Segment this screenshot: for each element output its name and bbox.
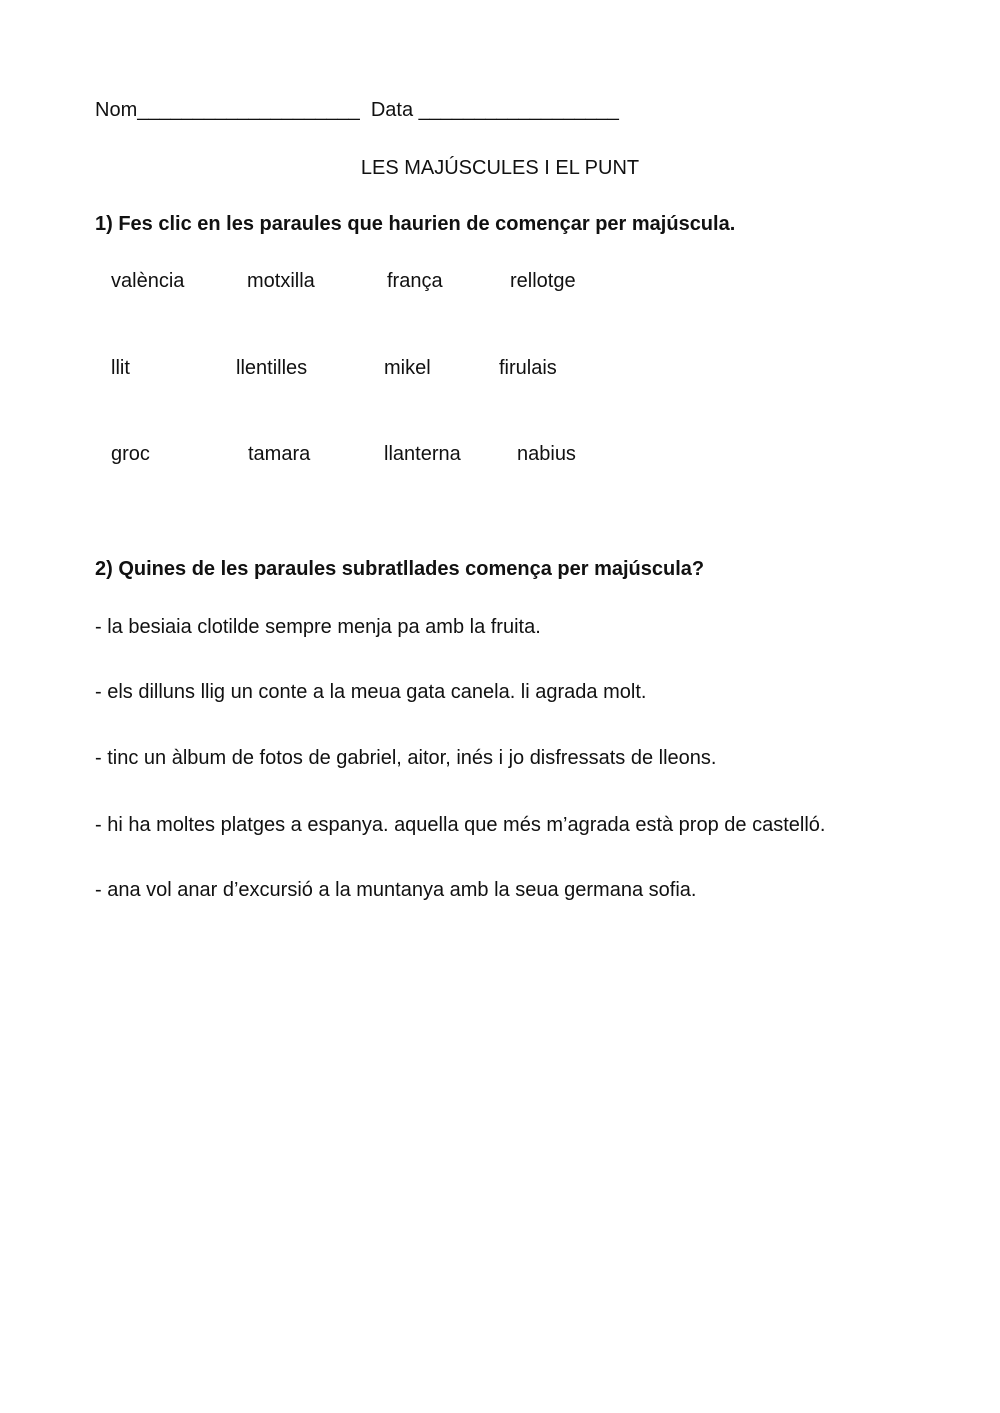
word-option[interactable]: mikel [384, 357, 431, 379]
word-option[interactable]: llentilles [236, 357, 308, 379]
sentence-item: - els dilluns llig un conte a la meua gata canela. li agrada molt. [95, 681, 647, 703]
data-label: Data [370, 99, 414, 121]
question-2-heading: 2) Quines de les paraules subratllades comença per majúscula? [95, 558, 705, 580]
word-row [111, 355, 671, 383]
word-option[interactable]: valència [111, 270, 185, 292]
data-field[interactable]: __________________ [418, 99, 619, 121]
sentence-item: - ana vol anar d’excursió a la muntanya amb la seua germana sofia. [95, 879, 697, 901]
word-option[interactable]: firulais [499, 357, 557, 379]
word-option[interactable]: llit [111, 357, 130, 379]
header-line [95, 97, 619, 123]
sentence-item: - la besiaia clotilde sempre menja pa amb la fruita. [95, 616, 541, 638]
sentence-item: - tinc un àlbum de fotos de gabriel, aitor, inés i jo disfressats de lleons. [95, 747, 717, 769]
page-title: LES MAJÚSCULES I EL PUNT [360, 157, 640, 179]
sentence-item: - hi ha moltes platges a espanya. aquella que més m’agrada està prop de castelló. [95, 814, 826, 836]
word-option[interactable]: motxilla [247, 270, 315, 292]
word-option[interactable]: rellotge [510, 270, 576, 292]
question-1-heading: 1) Fes clic en les paraules que haurien de començar per majúscula. [95, 213, 736, 235]
word-row [111, 268, 671, 296]
nom-field[interactable]: ____________________ [137, 99, 360, 121]
nom-label: Nom [95, 99, 138, 121]
word-option[interactable]: nabius [517, 443, 576, 465]
word-option[interactable]: tamara [248, 443, 311, 465]
word-option[interactable]: frança [387, 270, 443, 292]
word-option[interactable]: llanterna [384, 443, 461, 465]
word-option[interactable]: groc [111, 443, 150, 465]
word-row [111, 441, 671, 469]
